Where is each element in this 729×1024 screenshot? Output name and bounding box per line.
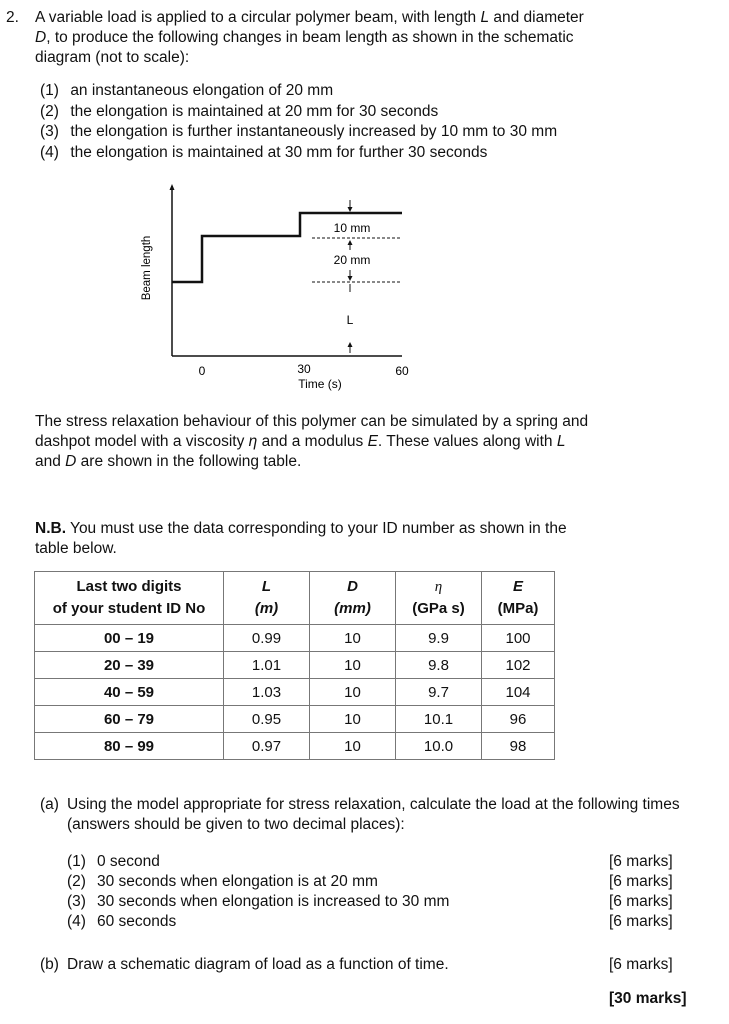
- beam-length-diagram: [130, 178, 420, 398]
- table-row: 20 – 39 1.01 10 9.8 102: [35, 652, 555, 679]
- part-a-item: (4) 60 seconds: [67, 913, 177, 930]
- x-tick-label: 60: [395, 364, 409, 378]
- arrow-up-icon: [348, 342, 353, 347]
- question-intro: A variable load is applied to a circular polymer beam, with length L and diameter D, to produce the following changes in beam length as shown in the schematic diagram (not to scale):: [35, 9, 584, 66]
- part-a-item: (2) 30 seconds when elongation is at 20 mm: [67, 873, 378, 890]
- table-row: 00 – 19 0.99 10 9.9 100: [35, 625, 555, 652]
- marks-label: [6 marks]: [609, 853, 673, 870]
- dimension-20mm-label: 20 mm: [333, 253, 371, 267]
- header-id: Last two digits of your student ID No: [35, 572, 224, 625]
- marks-label: [6 marks]: [609, 913, 673, 930]
- part-b-text: Draw a schematic diagram of load as a function of time.: [67, 956, 449, 973]
- elongation-steps-list: [40, 81, 557, 163]
- header-modulus: E (MPa): [482, 572, 555, 625]
- question-number: 2.: [6, 9, 19, 26]
- part-a-item: (1) 0 second: [67, 853, 160, 870]
- stress-relaxation-paragraph: The stress relaxation behaviour of this polymer can be simulated by a spring and dashpot model with a viscosity η and a modulus E. These values along with L and D are shown in the following table.: [35, 413, 589, 470]
- arrow-down-icon: [348, 276, 353, 281]
- part-a-label: (a): [40, 796, 59, 813]
- total-marks: [30 marks]: [609, 990, 687, 1007]
- marks-label: [6 marks]: [609, 873, 673, 890]
- part-a-item: (3) 30 seconds when elongation is increased to 30 mm: [67, 893, 450, 910]
- step-item: (2) the elongation is maintained at 20 mm for 30 seconds: [40, 102, 439, 120]
- marks-label: [6 marks]: [609, 956, 673, 973]
- student-data-table: [34, 571, 555, 760]
- table-row: 80 – 99 0.97 10 10.0 98: [35, 733, 555, 760]
- nb-note: N.B. You must use the data corresponding to your ID number as shown in the table below.: [35, 520, 567, 557]
- marks-label: [6 marks]: [609, 893, 673, 910]
- table-header-row: [35, 572, 555, 625]
- header-length: L (m): [224, 572, 310, 625]
- x-tick-label: 30: [297, 362, 311, 376]
- dimension-L-label: L: [346, 313, 354, 327]
- table-row: 40 – 59 1.03 10 9.7 104: [35, 679, 555, 706]
- step-item: (4) the elongation is maintained at 30 mm for further 30 seconds: [40, 143, 488, 161]
- x-axis-label: Time (s): [298, 377, 342, 391]
- header-diameter: D (mm): [310, 572, 396, 625]
- header-viscosity: η (GPa s): [396, 572, 482, 625]
- table-row: 60 – 79 0.95 10 10.1 96: [35, 706, 555, 733]
- y-axis-label: Beam length: [141, 235, 153, 301]
- part-b-label: (b): [40, 956, 59, 973]
- x-tick-label: 0: [198, 364, 206, 378]
- part-a-text: Using the model appropriate for stress relaxation, calculate the load at the following times (answers should be given to two decimal places):: [67, 796, 680, 833]
- y-axis-arrow: [170, 184, 175, 190]
- arrow-up-icon: [348, 240, 353, 245]
- step-item: (3) the elongation is further instantaneously increased by 10 mm to 30 mm: [40, 123, 558, 140]
- arrow-down-icon: [348, 207, 353, 212]
- step-item: (1) an instantaneous elongation of 20 mm: [40, 82, 334, 99]
- dimension-10mm-label: 10 mm: [333, 221, 371, 235]
